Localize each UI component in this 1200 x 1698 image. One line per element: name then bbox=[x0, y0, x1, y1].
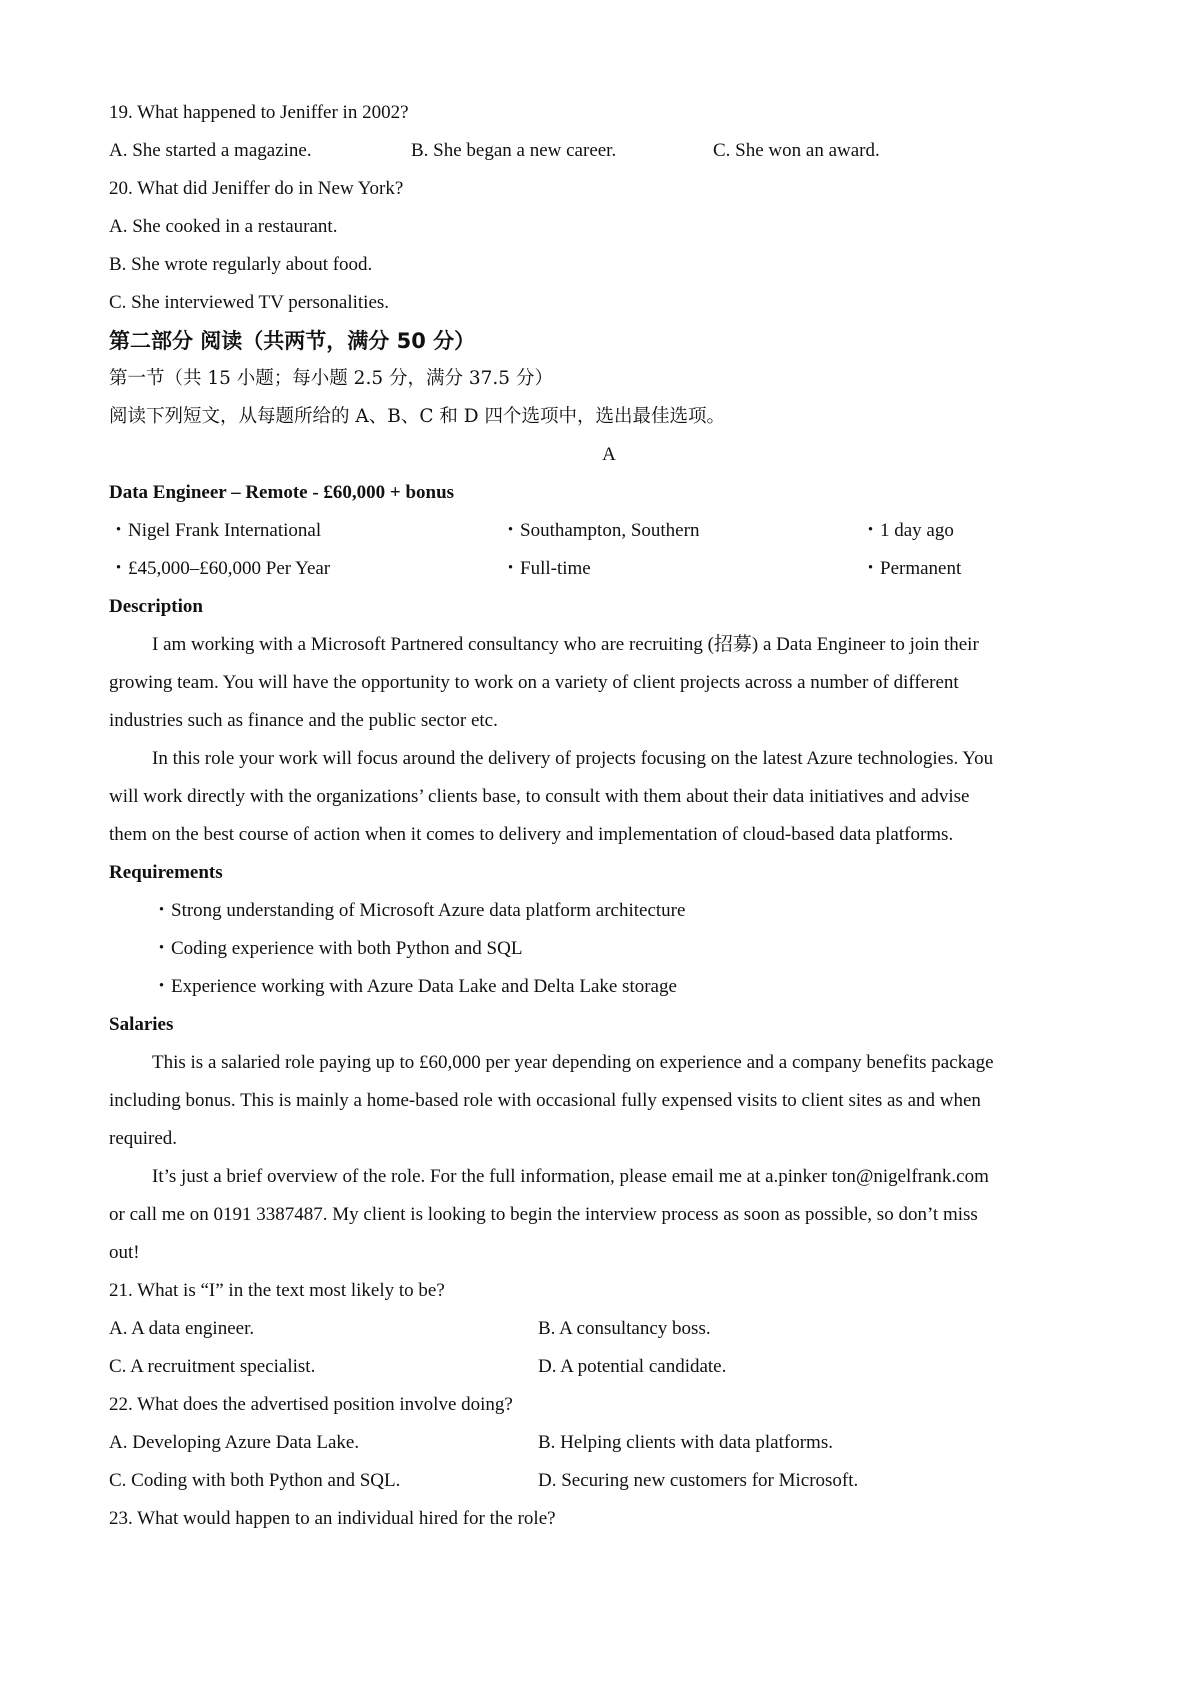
q19-option-a: A. She started a magazine. bbox=[109, 140, 312, 161]
exam-page bbox=[109, 94, 1109, 1538]
q19-option-c: C. She won an award. bbox=[713, 140, 880, 161]
description-line-2: growing team. You will have the opportunity to work on a variety of client projects across a number of different bbox=[109, 672, 959, 693]
requirement-item-1: ・Strong understanding of Microsoft Azure data platform architecture bbox=[152, 900, 686, 921]
q21-option-c: C. A recruitment specialist. bbox=[109, 1356, 316, 1377]
ad-company: ・Nigel Frank International bbox=[109, 520, 322, 541]
description-line-1: I am working with a Microsoft Partnered consultancy who are recruiting (招募) a Data Engineer to join their bbox=[152, 634, 979, 655]
reading-instruction: 阅读下列短文，从每题所给的 A、B、C 和 D 四个选项中，选出最佳选项。 bbox=[109, 406, 725, 427]
description-line-6: them on the best course of action when it comes to delivery and implementation of cloud-based data platforms. bbox=[109, 824, 954, 845]
salaries-line-1: This is a salaried role paying up to £60,000 per year depending on experience and a company benefits package bbox=[152, 1052, 994, 1073]
q20-option-a: A. She cooked in a restaurant. bbox=[109, 216, 338, 237]
passage-label: A bbox=[602, 444, 616, 465]
q21-options-row-1 bbox=[109, 1310, 1109, 1348]
q22-option-d: D. Securing new customers for Microsoft. bbox=[538, 1470, 859, 1491]
ad-location: ・Southampton, Southern bbox=[501, 520, 700, 541]
requirement-item-3: ・Experience working with Azure Data Lake and Delta Lake storage bbox=[152, 976, 677, 997]
salaries-line-3: required. bbox=[109, 1128, 178, 1149]
q22-option-c: C. Coding with both Python and SQL. bbox=[109, 1470, 401, 1491]
q21-options-row-2 bbox=[109, 1348, 1109, 1386]
part2-title: 第二部分 阅读（共两节，满分 50 分） bbox=[109, 329, 476, 353]
question-21: 21. What is “I” in the text most likely to be? bbox=[109, 1280, 445, 1301]
question-19-options bbox=[109, 132, 1109, 170]
q21-option-d: D. A potential candidate. bbox=[538, 1356, 727, 1377]
q22-option-a: A. Developing Azure Data Lake. bbox=[109, 1432, 360, 1453]
description-line-4: In this role your work will focus around the delivery of projects focusing on the latest Azure technologies. You bbox=[152, 748, 994, 769]
q19-option-b: B. She began a new career. bbox=[411, 140, 617, 161]
q21-option-b: B. A consultancy boss. bbox=[538, 1318, 711, 1339]
ad-contract: ・Permanent bbox=[861, 558, 962, 579]
ad-job-type: ・Full-time bbox=[501, 558, 591, 579]
requirements-heading: Requirements bbox=[109, 862, 223, 883]
section1-heading: 第一节（共 15 小题；每小题 2.5 分，满分 37.5 分） bbox=[109, 368, 553, 389]
ad-salary-range: ・£45,000–£60,000 Per Year bbox=[109, 558, 331, 579]
question-23: 23. What would happen to an individual hired for the role? bbox=[109, 1508, 556, 1529]
q20-option-c: C. She interviewed TV personalities. bbox=[109, 292, 390, 313]
ad-posted: ・1 day ago bbox=[861, 520, 954, 541]
q20-option-b: B. She wrote regularly about food. bbox=[109, 254, 373, 275]
q22-options-row-2 bbox=[109, 1462, 1109, 1500]
ad-meta-row-2 bbox=[109, 550, 1109, 588]
salaries-line-4: It’s just a brief overview of the role. For the full information, please email me at a.pinker ton@nigelfrank.com bbox=[152, 1166, 989, 1187]
description-heading: Description bbox=[109, 596, 203, 617]
q22-options-row-1 bbox=[109, 1424, 1109, 1462]
description-line-3: industries such as finance and the public sector etc. bbox=[109, 710, 498, 731]
salaries-line-2: including bonus. This is mainly a home-based role with occasional fully expensed visits to client sites as and when bbox=[109, 1090, 981, 1111]
ad-title: Data Engineer – Remote - £60,000 + bonus bbox=[109, 482, 455, 503]
description-line-5: will work directly with the organizations’ clients base, to consult with them about their data initiatives and advise bbox=[109, 786, 970, 807]
salaries-heading: Salaries bbox=[109, 1014, 174, 1035]
question-22: 22. What does the advertised position involve doing? bbox=[109, 1394, 513, 1415]
requirement-item-2: ・Coding experience with both Python and SQL bbox=[152, 938, 523, 959]
salaries-line-6: out! bbox=[109, 1242, 140, 1263]
q22-option-b: B. Helping clients with data platforms. bbox=[538, 1432, 833, 1453]
question-19: 19. What happened to Jeniffer in 2002? bbox=[109, 102, 409, 123]
q21-option-a: A. A data engineer. bbox=[109, 1318, 255, 1339]
question-20: 20. What did Jeniffer do in New York? bbox=[109, 178, 404, 199]
ad-meta-row-1 bbox=[109, 512, 1109, 550]
salaries-line-5: or call me on 0191 3387487. My client is looking to begin the interview process as soon as possible, so don’t miss bbox=[109, 1204, 978, 1225]
